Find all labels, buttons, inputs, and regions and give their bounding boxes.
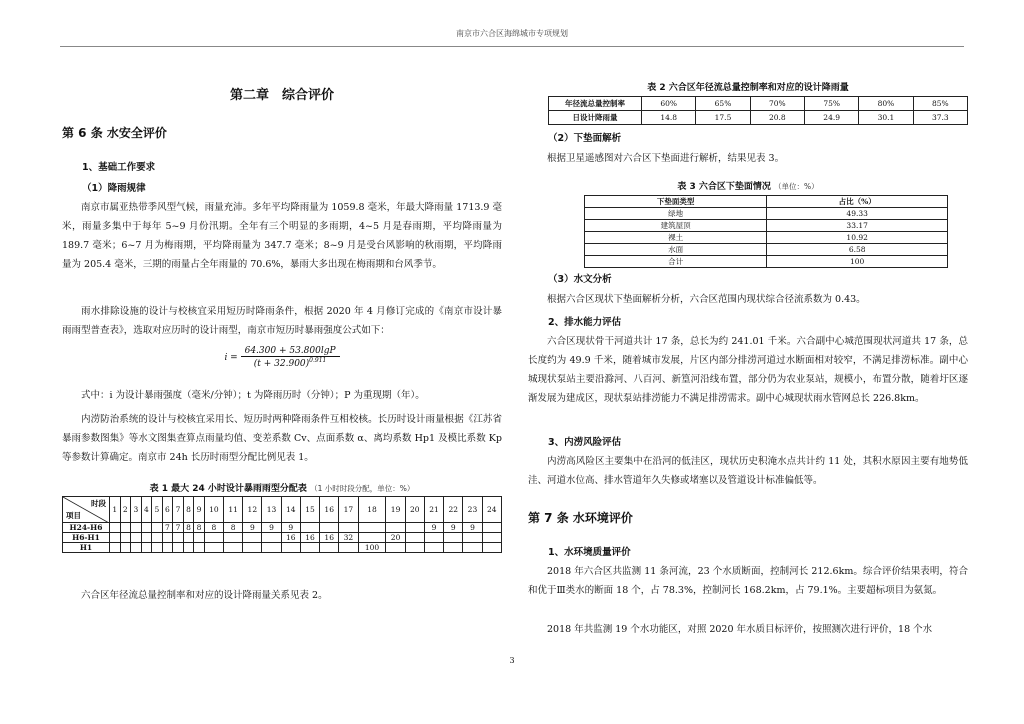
- table3-header-type: 下垫面类型: [585, 196, 767, 208]
- table2-caption: 表 2 六合区年径流总量控制率和对应的设计降雨量: [647, 83, 849, 93]
- table1-hour-header: 7: [173, 497, 184, 523]
- table2-row1-label: 年径流总量控制率: [549, 97, 642, 111]
- table1-hour-header: 2: [120, 497, 131, 523]
- table1-cell: [444, 543, 463, 553]
- table1-hour-header: 24: [482, 497, 501, 523]
- table1-cell: 8: [204, 523, 223, 533]
- table1-cell: [444, 533, 463, 543]
- table1-cell: [131, 543, 142, 553]
- table1-cell: [162, 533, 173, 543]
- table3-surface-types: [584, 195, 948, 268]
- table1-cell: [204, 543, 223, 553]
- table1-cell: [243, 543, 262, 553]
- table1-unit: （1 小时时段分配，单位：%）: [310, 484, 415, 493]
- table1-row-label: H6-H1: [63, 533, 110, 543]
- paragraph-symbols: 式中：i 为设计暴雨强度（毫米/分钟）；t 为降雨历时（分钟）；P 为重现期（年）。: [81, 390, 425, 401]
- table1-cell: [339, 523, 358, 533]
- table1-cell: [152, 523, 163, 533]
- table1-corner-top: 时段: [91, 499, 106, 508]
- table1-row-label: H1: [63, 543, 110, 553]
- paragraph-rain-intensity: 雨水排除设施的设计与校核宜采用短历时降雨条件，根据 2020 年 4 月修订完成的《南京市设计暴雨雨型普查表》，选取对应历时的设计雨型，南京市短历时暴雨强度公式如下：: [62, 306, 502, 336]
- table1-hour-header: 5: [152, 497, 163, 523]
- paragraph-long-duration: 内涝防治系统的设计与校核宜采用长、短历时两种降雨条件互相校核。长历时设计雨量根据《江苏省暴雨参数图集》等水文图集查算点雨量均值、变差系数 Cv、点面系数 α、离均系数 Hp1 及模比系数 Kp 等参数计算确定。南京市 24h 长历时雨型分配比例见表 1。: [62, 414, 502, 463]
- table1-cell: [194, 533, 205, 543]
- table-row: [585, 232, 948, 244]
- table1-cell: [162, 543, 173, 553]
- table1-cell: 9: [243, 523, 262, 533]
- table3-caption: [528, 179, 968, 192]
- header-rule: [60, 46, 964, 47]
- table-row: [585, 244, 948, 256]
- table1-cell: [300, 523, 319, 533]
- table1-cell: [405, 533, 424, 543]
- table2-rate-cell: 85%: [913, 97, 967, 111]
- table1-cell: [482, 533, 501, 543]
- table1-cell: [110, 523, 121, 533]
- table3-share-cell: 100: [767, 256, 948, 268]
- table1-cell: 9: [444, 523, 463, 533]
- table1-hour-header: 19: [386, 497, 405, 523]
- table1-cell: [386, 543, 405, 553]
- subheading-underlying-surface: （2）下垫面解析: [548, 133, 622, 144]
- table1-hour-header: 23: [463, 497, 482, 523]
- chapter-title: 第二章 综合评价: [229, 88, 334, 103]
- table1-cell: [358, 533, 386, 543]
- table1-cell: [358, 523, 386, 533]
- paragraph-drainage: 六合区现状骨干河道共计 17 条，总长为约 241.01 千米。六合副中心城范围现状河道共 17 条，总长度约为 49.9 千米，随着城市发展，片区内部分排涝河道过水断面相对较窄，不满足排涝标准。副中心城现状泵站主要沿滁河、八百河、新篁河沿线布置，部分仍为农业泵站，规模小，布置分散，随着圩区逐渐发展为建成区，现状泵站排涝能力不满足排涝需求。副中心城现状雨水管网总长 226.8km。: [528, 336, 968, 404]
- table2-row2-label: 日设计降雨量: [549, 111, 642, 125]
- table1-cell: [152, 533, 163, 543]
- table2-rate-cell: 60%: [642, 97, 696, 111]
- table-row: [63, 523, 502, 533]
- table1-hour-header: 16: [320, 497, 339, 523]
- table1-cell: [120, 523, 131, 533]
- table1-cell: 16: [281, 533, 300, 543]
- table1-cell: [463, 533, 482, 543]
- table1-cell: 9: [424, 523, 443, 533]
- table-row: [585, 208, 948, 220]
- paragraph-rainfall: 南京市属亚热带季风型气候，雨量充沛。多年平均降雨量为 1059.8 毫米，年最大降雨量 1713.9 毫米，雨量多集中于每年 5~9 月份汛期。全年有三个明显的多雨期，4~5 月是春雨期，平均降雨量为 189.7 毫米；6~7 月为梅雨期，平均降雨量为 347.7 毫米；8~9 月是受台风影响的秋雨期，平均降雨量为 205.4 毫米，三期的雨量占全年雨量的 70.6%，暴雨大多出现在梅雨期和台风季节。: [62, 202, 502, 270]
- table3-unit: （单位：%）: [774, 182, 819, 191]
- table1-cell: [224, 543, 243, 553]
- table1-cell: [152, 543, 163, 553]
- table1-hour-header: 21: [424, 497, 443, 523]
- table2-rainfall-cell: 20.8: [750, 111, 804, 125]
- formula-exponent: 0.911: [309, 357, 327, 364]
- table1-cell: [482, 543, 501, 553]
- table2-runoff-control: [548, 96, 968, 125]
- table1-hour-header: 12: [243, 497, 262, 523]
- table3-type-cell: 建筑屋顶: [585, 220, 767, 232]
- table1-cell: [131, 523, 142, 533]
- table1-storm-distribution: [62, 496, 502, 553]
- table1-hour-header: 13: [262, 497, 281, 523]
- table-row: [63, 543, 502, 553]
- table1-cell: [482, 523, 501, 533]
- subheading-rainfall-pattern: （1）降雨规律: [82, 183, 146, 194]
- table2-rainfall-cell: 14.8: [642, 111, 696, 125]
- section-7-heading: 第 7 条 水环境评价: [528, 511, 633, 525]
- table1-hour-header: 10: [204, 497, 223, 523]
- table1-cell: [131, 533, 142, 543]
- table1-cell: [262, 543, 281, 553]
- table1-title: 表 1 最大 24 小时设计暴雨雨型分配表: [149, 484, 307, 494]
- table1-hour-header: 6: [162, 497, 173, 523]
- paragraph-satellite: 根据卫星遥感图对六合区下垫面进行解析，结果见表 3。: [547, 153, 785, 164]
- formula-lhs: i =: [224, 353, 238, 363]
- subheading-drainage-capacity: 2、排水能力评估: [548, 317, 622, 328]
- table3-share-cell: 33.17: [767, 220, 948, 232]
- table1-cell: [141, 543, 152, 553]
- table1-corner-cell: [63, 497, 110, 523]
- table1-cell: 7: [173, 523, 184, 533]
- table1-cell: 8: [183, 523, 194, 533]
- table1-cell: [320, 523, 339, 533]
- table3-share-cell: 49.33: [767, 208, 948, 220]
- table3-share-cell: 6.58: [767, 244, 948, 256]
- table-row: [63, 533, 502, 543]
- table1-cell: [141, 533, 152, 543]
- subheading-waterlogging-risk: 3、内涝风险评估: [548, 437, 622, 448]
- table1-hour-header: 14: [281, 497, 300, 523]
- table1-cell: 100: [358, 543, 386, 553]
- table1-cell: [120, 533, 131, 543]
- paragraph-runoff-coefficient: 根据六合区现状下垫面解析分析，六合区范围内现状综合径流系数为 0.43。: [547, 294, 866, 305]
- table1-cell: [183, 543, 194, 553]
- table1-corner-bottom: 项目: [66, 511, 81, 520]
- table1-cell: [243, 533, 262, 543]
- table1-hour-header: 18: [358, 497, 386, 523]
- table1-cell: [424, 533, 443, 543]
- table1-cell: [281, 543, 300, 553]
- table1-cell: [141, 523, 152, 533]
- table1-cell: [424, 543, 443, 553]
- table3-header-share: 占比（%）: [767, 196, 948, 208]
- table3-share-cell: 10.92: [767, 232, 948, 244]
- table3-type-cell: 水面: [585, 244, 767, 256]
- subheading-hydrology: （3）水文分析: [548, 274, 612, 285]
- table1-cell: [386, 523, 405, 533]
- table1-hour-header: 4: [141, 497, 152, 523]
- table1-cell: [300, 543, 319, 553]
- table1-cell: 20: [386, 533, 405, 543]
- table2-rainfall-cell: 30.1: [859, 111, 913, 125]
- table2-rate-cell: 75%: [804, 97, 858, 111]
- table1-cell: 8: [224, 523, 243, 533]
- paragraph-water-quality: 2018 年六合区共监测 11 条河流，23 个水质断面，控制河长 212.6km。综合评价结果表明，符合和优于Ⅲ类水的断面 18 个，占 78.3%，控制河长 168.2km，占 79.1%。主要超标项目为氨氮。: [528, 566, 968, 596]
- table1-cell: [183, 533, 194, 543]
- rain-intensity-formula: [62, 346, 502, 369]
- table1-cell: 32: [339, 533, 358, 543]
- table1-hour-header: 17: [339, 497, 358, 523]
- table1-cell: [173, 533, 184, 543]
- table1-hour-header: 15: [300, 497, 319, 523]
- paragraph-water-function-zones: 2018 年共监测 19 个水功能区，对照 2020 年水质目标评价，按照测次进行评价，18 个水: [547, 624, 933, 635]
- table1-cell: [110, 533, 121, 543]
- table2-rainfall-cell: 37.3: [913, 111, 967, 125]
- table-row: [585, 220, 948, 232]
- table1-hour-header: 11: [224, 497, 243, 523]
- running-header: 南京市六合区海绵城市专项规划: [456, 29, 568, 38]
- table1-cell: 16: [320, 533, 339, 543]
- table1-cell: [320, 543, 339, 553]
- table3-title: 表 3 六合区下垫面情况: [677, 182, 771, 192]
- table1-cell: 7: [162, 523, 173, 533]
- table2-rate-cell: 70%: [750, 97, 804, 111]
- table1-cell: [463, 543, 482, 553]
- table2-rainfall-cell: 24.9: [804, 111, 858, 125]
- table2-rainfall-cell: 17.5: [696, 111, 750, 125]
- table1-cell: [110, 543, 121, 553]
- subheading-water-quality: 1、水环境质量评价: [548, 547, 631, 558]
- table1-cell: [120, 543, 131, 553]
- table1-cell: [204, 533, 223, 543]
- table1-cell: [405, 523, 424, 533]
- table1-cell: [405, 543, 424, 553]
- table1-cell: 8: [194, 523, 205, 533]
- table1-cell: [224, 533, 243, 543]
- table1-hour-header: 20: [405, 497, 424, 523]
- table2-rate-cell: 65%: [696, 97, 750, 111]
- formula-denominator: (t + 32.900): [253, 359, 310, 369]
- table1-cell: [173, 543, 184, 553]
- table1-hour-header: 9: [194, 497, 205, 523]
- table3-type-cell: 绿地: [585, 208, 767, 220]
- table1-hour-header: 3: [131, 497, 142, 523]
- subheading-basic-requirements: 1、基础工作要求: [82, 162, 156, 173]
- table1-hour-header: 1: [110, 497, 121, 523]
- table1-cell: 9: [463, 523, 482, 533]
- page-number: 3: [509, 656, 515, 665]
- paragraph-waterlogging: 内涝高风险区主要集中在沿河的低洼区，现状历史积淹水点共计约 11 处，其积水原因主要有地势低洼、河道水位高、排水管道年久失修或堵塞以及管道设计标准偏低等。: [528, 456, 968, 486]
- table1-cell: [339, 543, 358, 553]
- table3-type-cell: 合计: [585, 256, 767, 268]
- table1-cell: 16: [300, 533, 319, 543]
- table1-caption: [62, 481, 502, 494]
- table1-cell: [194, 543, 205, 553]
- table1-cell: [262, 533, 281, 543]
- table1-row-label: H24-H6: [63, 523, 110, 533]
- table1-cell: 9: [262, 523, 281, 533]
- table1-hour-header: 22: [444, 497, 463, 523]
- table2-rate-cell: 80%: [859, 97, 913, 111]
- table3-type-cell: 裸土: [585, 232, 767, 244]
- table1-cell: 9: [281, 523, 300, 533]
- section-6-heading: 第 6 条 水安全评价: [62, 126, 167, 140]
- formula-numerator: 64.300 + 53.800lgP: [241, 346, 340, 357]
- table-row: [585, 256, 948, 268]
- paragraph-table2-ref: 六合区年径流总量控制率和对应的设计降雨量关系见表 2。: [81, 590, 328, 601]
- table1-hour-header: 8: [183, 497, 194, 523]
